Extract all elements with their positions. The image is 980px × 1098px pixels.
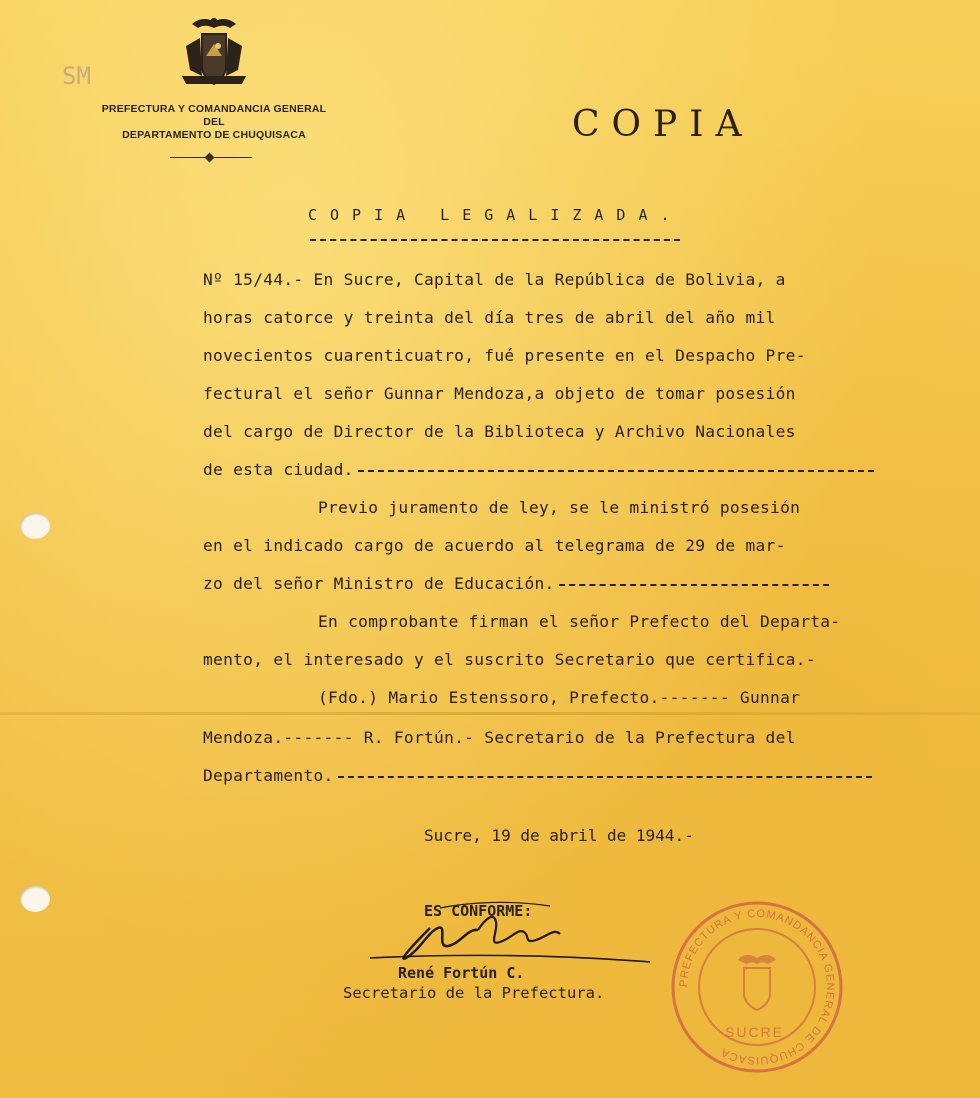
coat-of-arms-icon — [178, 16, 250, 90]
body-line-10: En comprobante firman el señor Prefecto del Departa- — [318, 612, 841, 631]
punch-hole-top — [20, 513, 50, 539]
fill-dashes — [338, 776, 872, 778]
stamp-center-text: SUCRE — [725, 1024, 785, 1040]
body-line-5: del cargo de Director de la Biblioteca y Archivo Nacionales — [203, 422, 796, 441]
body-line-13: Mendoza.------- R. Fortún.- Secretario de la Prefectura del — [203, 728, 796, 747]
svg-text:PREFECTURA Y COMANDANCIA GENER — [678, 908, 836, 1066]
body-line-3: novecientos cuarenticuatro, fué presente en el Despacho Pre- — [203, 346, 806, 365]
body-line-8: en el indicado cargo de acuerdo al telegrama de 29 de mar- — [203, 536, 786, 555]
body-line-12: (Fdo.) Mario Estenssoro, Prefecto.------- Gunnar — [318, 688, 801, 707]
body-line-4: fectural el señor Gunnar Mendoza,a objeto de tomar posesión — [203, 384, 796, 403]
document-subtitle: COPIA LEGALIZADA. — [308, 206, 683, 224]
body-line-11: mento, el interesado y el suscrito Secretario que certifica.- — [203, 650, 816, 669]
body-line-2: horas catorce y treinta del día tres de abril del año mil — [203, 308, 776, 327]
letterhead-line-2: DEL — [203, 116, 225, 128]
letterhead — [80, 103, 348, 142]
letterhead-line-3: DEPARTAMENTO DE CHUQUISACA — [122, 129, 306, 141]
body-line-14: Departamento. — [203, 766, 903, 785]
letterhead-ornament — [205, 153, 215, 163]
faint-pencil-mark: SM — [62, 62, 91, 90]
body-line-9: zo del señor Ministro de Educación. — [203, 574, 903, 593]
copia-heading: COPIA — [572, 104, 754, 145]
body-line-1: Nº 15/44.- En Sucre, Capital de la República de Bolivia, a — [203, 270, 786, 289]
signature-conforme: ES CONFORME: — [424, 902, 533, 920]
letterhead-line-1: PREFECTURA Y COMANDANCIA GENERAL — [101, 103, 327, 115]
paper-fold — [0, 712, 980, 715]
body-line-7: Previo juramento de ley, se le ministró posesión — [318, 498, 801, 517]
official-seal-stamp — [668, 898, 846, 1076]
subtitle-underline — [310, 239, 680, 241]
stamp-ring-text: PREFECTURA Y COMANDANCIA GENERAL DE CHUQUISACA — [677, 907, 837, 1067]
signatory-title: Secretario de la Prefectura. — [343, 984, 605, 1002]
fill-dashes — [559, 584, 829, 586]
body-line-6: de esta ciudad. — [203, 460, 903, 479]
signatory-name: René Fortún C. — [398, 964, 525, 982]
date-line: Sucre, 19 de abril de 1944.- — [424, 826, 694, 845]
punch-hole-bottom — [20, 886, 50, 912]
fill-dashes — [358, 470, 874, 472]
